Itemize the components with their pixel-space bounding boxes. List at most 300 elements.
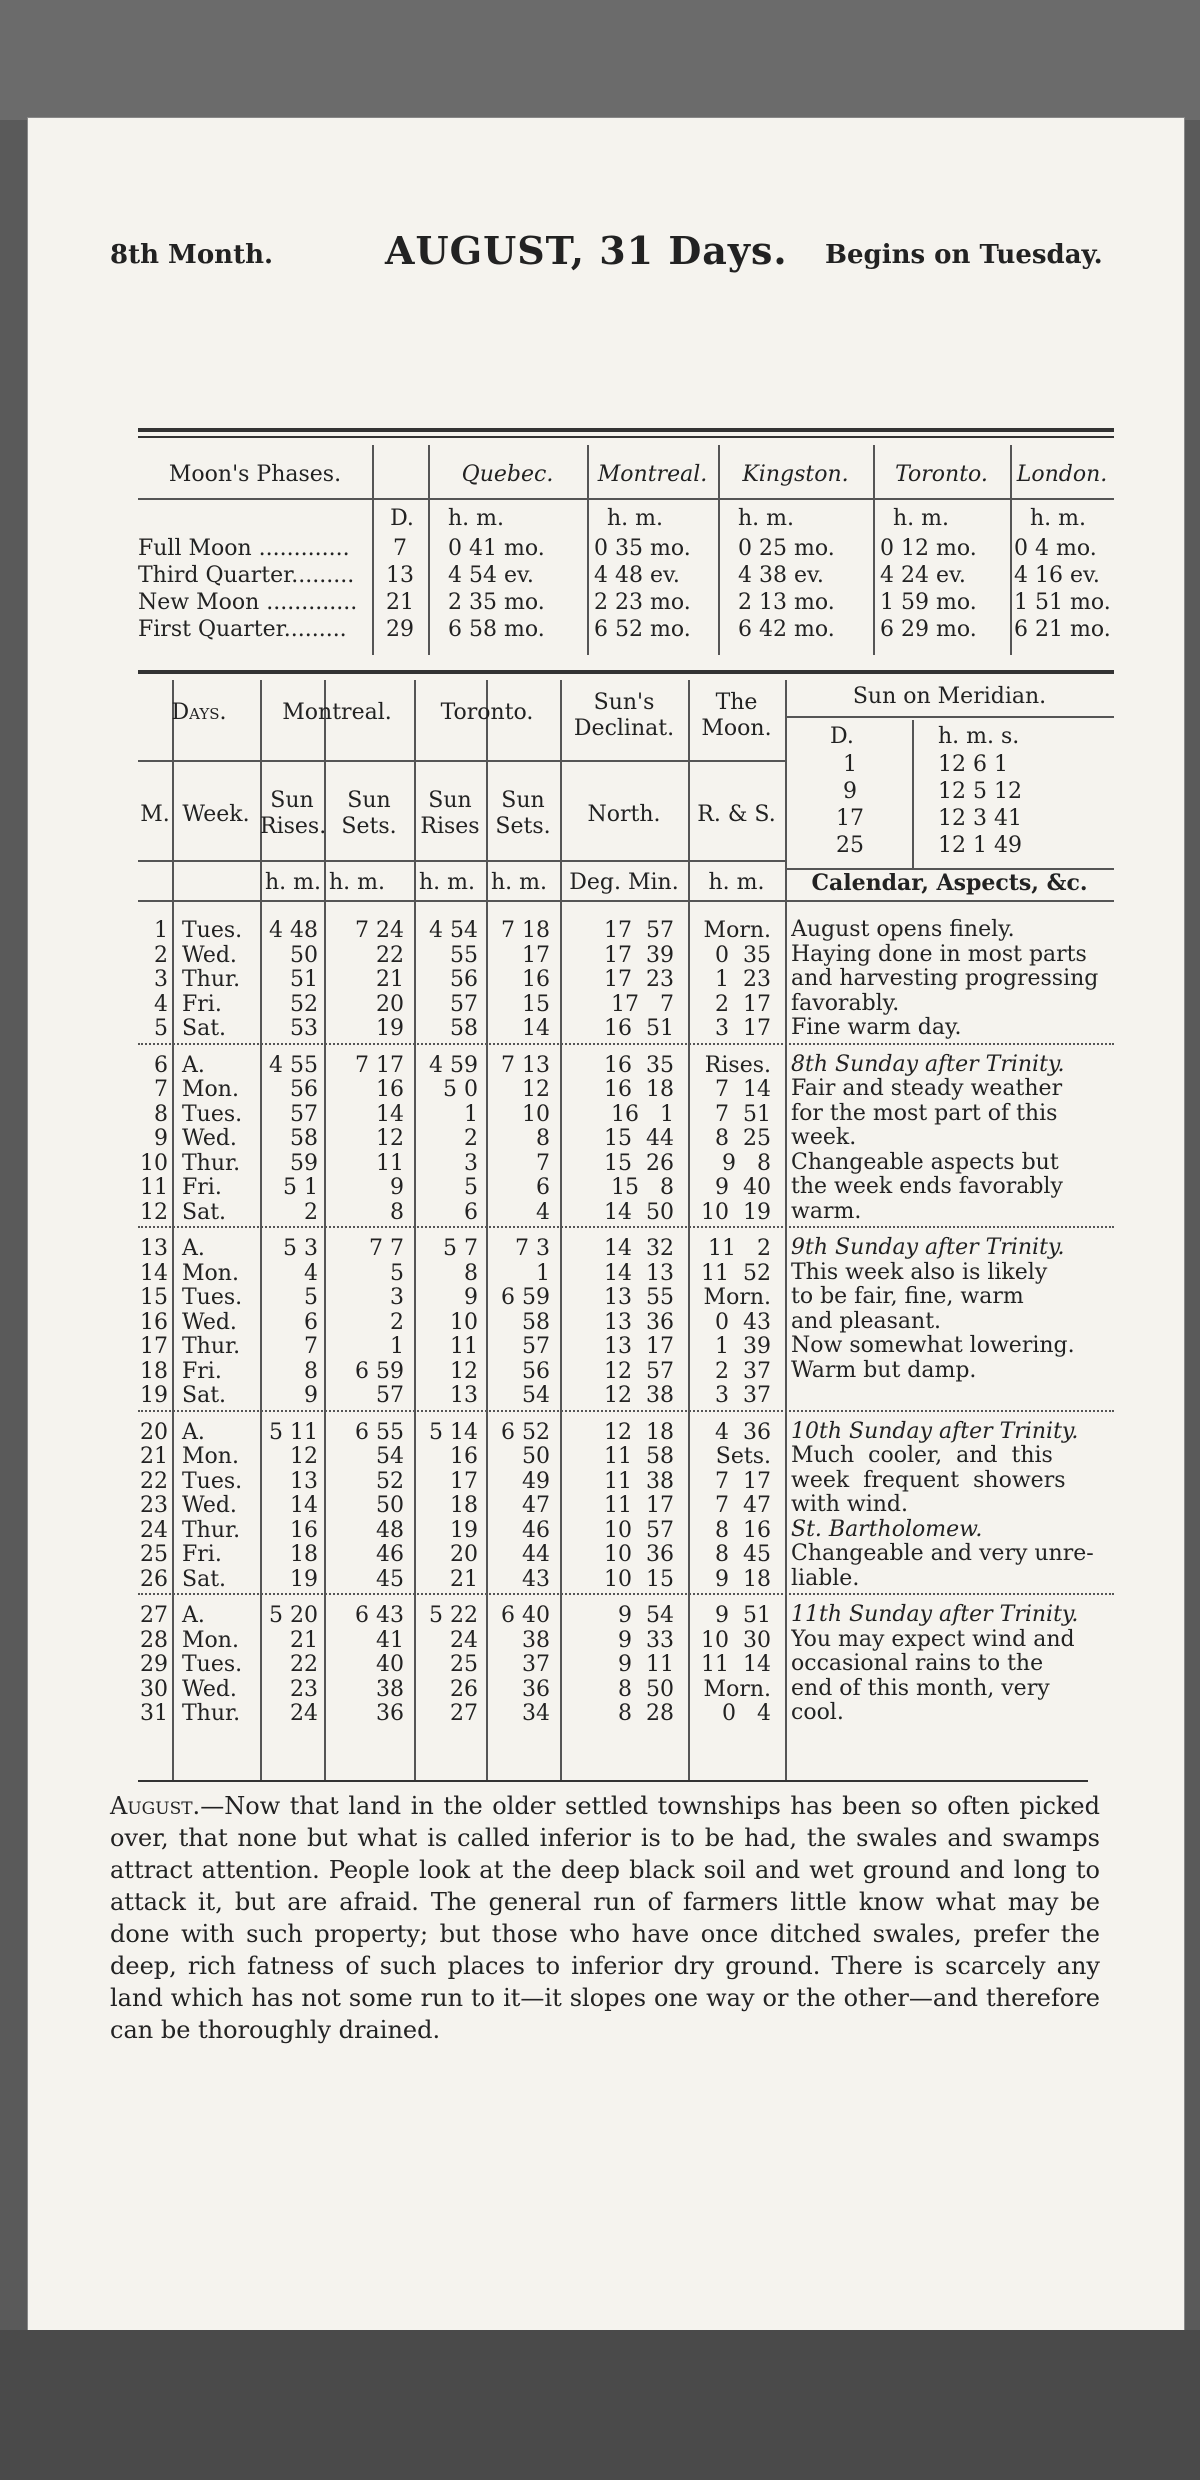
calendar-note: for the most part of this	[791, 1101, 1058, 1126]
montreal-set: 45	[376, 1566, 404, 1592]
moon-head-underline	[138, 498, 1114, 500]
montreal-set: 11	[376, 1150, 404, 1176]
toronto-rise: 12	[450, 1358, 478, 1384]
day-of-month: 5	[154, 1016, 168, 1041]
montreal-rise: 2	[304, 1199, 318, 1225]
header-rule	[138, 428, 1114, 432]
hm-label: h. m.	[448, 506, 505, 531]
phase-day: 13	[386, 563, 414, 588]
scan-background-bottom	[0, 2330, 1200, 2480]
montreal-set: 8	[390, 1199, 404, 1225]
kingston-time: 4 38 ev.	[738, 563, 824, 588]
montreal-rise: 21	[290, 1627, 318, 1653]
table-col-divider	[172, 680, 174, 1780]
montreal-set: 2	[390, 1309, 404, 1335]
day-of-week: Fri.	[182, 991, 222, 1017]
week-separator	[138, 1593, 1114, 1595]
montreal-set: 7 17	[355, 1052, 404, 1078]
montreal-rise: 24	[290, 1701, 318, 1726]
hm-unit: h. m.	[264, 870, 321, 895]
toronto-rise: 27	[450, 1701, 478, 1726]
london-time: 0 4 mo.	[1014, 536, 1097, 561]
declination: 12 57	[604, 1358, 674, 1384]
montreal-rise: 57	[290, 1101, 318, 1127]
sub-head-underline	[138, 860, 785, 862]
toronto-head: Toronto.	[440, 700, 534, 725]
montreal-set: 14	[376, 1101, 404, 1127]
phase-name: First Quarter.........	[138, 617, 347, 642]
montreal-set: 38	[376, 1676, 404, 1702]
day-of-month: 2	[154, 942, 168, 968]
kingston-time: 2 13 mo.	[738, 590, 835, 615]
day-of-month: 20	[140, 1419, 168, 1445]
day-of-month: 25	[140, 1542, 168, 1567]
montreal-set: 36	[376, 1701, 404, 1726]
toronto-rise: 19	[450, 1517, 478, 1543]
moon-time: 11 14	[701, 1652, 771, 1677]
calendar-note: Warm but damp.	[791, 1358, 977, 1383]
toronto-set: 7 18	[501, 918, 550, 943]
hm-label: h. m.	[893, 506, 950, 531]
moon-time: 0 35	[715, 942, 771, 968]
montreal-set: 57	[376, 1383, 404, 1408]
calendar-head: Calendar, Aspects, &c.	[811, 870, 1088, 896]
toronto-rise: 3	[464, 1150, 478, 1176]
moon-time: 9 40	[715, 1175, 771, 1200]
scan-background-top	[0, 0, 1200, 120]
day-of-week: Sat.	[182, 1199, 227, 1225]
month-label: 8th Month.	[110, 240, 274, 270]
montreal-rise: 22	[290, 1652, 318, 1677]
deg-unit: Deg. Min.	[569, 870, 679, 895]
montreal-set: 52	[376, 1468, 404, 1494]
montreal-set: 12	[376, 1126, 404, 1151]
meridian-day: 9	[843, 779, 857, 804]
montreal-set: 1	[390, 1334, 404, 1359]
day-of-month: 31	[140, 1701, 168, 1726]
north-head: North.	[587, 802, 661, 827]
moon-unit: h. m.	[708, 870, 765, 895]
declination: 16 1	[611, 1101, 674, 1127]
toronto-set: 57	[522, 1334, 550, 1359]
montreal-rise: 6	[304, 1309, 318, 1335]
montreal-rise: 5 20	[269, 1603, 318, 1628]
tor-sets-head: Sun Sets.	[495, 788, 551, 839]
toronto-set: 37	[522, 1652, 550, 1677]
table-bottom-rule	[138, 1780, 1088, 1782]
moon-time: 1 39	[715, 1334, 771, 1359]
phase-name: New Moon .............	[138, 590, 358, 615]
moon-time: 9 18	[715, 1566, 771, 1592]
moon-time: 4 36	[715, 1419, 771, 1445]
montreal-rise: 56	[290, 1077, 318, 1102]
toronto-rise: 21	[450, 1566, 478, 1592]
day-of-week: Thur.	[182, 1701, 241, 1726]
declination: 15 44	[604, 1126, 674, 1151]
calendar-note: Haying done in most parts	[791, 942, 1087, 967]
toronto-set: 6	[536, 1175, 550, 1200]
day-of-week: Thur.	[182, 1517, 241, 1543]
montreal-rise: 14	[290, 1493, 318, 1518]
declination: 10 57	[604, 1517, 674, 1543]
declination: 16 35	[604, 1052, 674, 1078]
calendar-note: end of this month, very	[791, 1676, 1050, 1701]
day-of-month: 8	[154, 1101, 168, 1127]
hm-unit: h. m.	[490, 870, 547, 895]
toronto-set: 8	[536, 1126, 550, 1151]
day-of-month: 12	[140, 1199, 168, 1225]
declination: 13 55	[604, 1285, 674, 1310]
london-time: 6 21 mo.	[1014, 617, 1111, 642]
toronto-rise: 25	[450, 1652, 478, 1677]
montreal-set: 16	[376, 1077, 404, 1102]
moon-time: 8 25	[715, 1126, 771, 1151]
day-of-month: 19	[140, 1383, 168, 1408]
montreal-rise: 8	[304, 1358, 318, 1384]
moon-time: Morn.	[703, 1285, 771, 1310]
day-of-week: Sat.	[182, 1566, 227, 1592]
moon-time: 10 19	[701, 1199, 771, 1225]
day-of-week: Fri.	[182, 1542, 222, 1567]
day-of-week: Thur.	[182, 1334, 241, 1359]
hm-unit: h. m.	[328, 870, 385, 895]
montreal-rise: 23	[290, 1676, 318, 1702]
phase-name: Third Quarter.........	[138, 563, 355, 588]
montreal-set: 21	[376, 967, 404, 992]
paragraph-text: —Now that land in the older settled townships has been so often picked over, that none but what is called inferior is to be had, the swales and swamps attract attention. People look at the deep black soil and wet ground and long to attack it, but are afraid. The general run of farmers little know what may be done with such property; but those who have once ditched swales, prefer the deep, rich fatness of such places to inferior dry ground. There is scarcely any land which has not some run to it—it slopes one way or the other—and therefore can be thoroughly drained.	[110, 1792, 1100, 2044]
declination: 10 36	[604, 1542, 674, 1567]
london-head: London.	[1016, 462, 1108, 487]
quebec-head: Quebec.	[461, 462, 554, 487]
toronto-time: 0 12 mo.	[880, 536, 977, 561]
hm-label: h. m.	[738, 506, 795, 531]
day-of-month: 23	[140, 1493, 168, 1518]
moon-time: 1 23	[715, 967, 771, 992]
calendar-note: and pleasant.	[791, 1309, 942, 1334]
moon-time: 11 52	[701, 1260, 771, 1286]
hm-label: h. m.	[607, 506, 664, 531]
toronto-rise: 8	[464, 1260, 478, 1286]
day-of-week: Tues.	[182, 1468, 243, 1494]
calendar-note: Fair and steady weather	[791, 1077, 1063, 1101]
calendar-note: Fine warm day.	[791, 1016, 962, 1040]
montreal-head: Montreal.	[282, 700, 392, 725]
moon-time: 0 4	[722, 1701, 771, 1726]
montreal-rise: 58	[290, 1126, 318, 1151]
montreal-rise: 5 11	[269, 1419, 318, 1445]
calendar-note: Now somewhat lowering.	[791, 1334, 1075, 1358]
toronto-rise: 2	[464, 1126, 478, 1151]
day-of-week: Mon.	[182, 1444, 239, 1469]
toronto-set: 47	[522, 1493, 550, 1518]
day-of-month: 16	[140, 1309, 168, 1335]
toronto-rise: 5	[464, 1175, 478, 1200]
calendar-note: Much cooler, and this	[791, 1444, 1053, 1468]
toronto-set: 6 40	[501, 1603, 550, 1628]
toronto-set: 6 52	[501, 1419, 550, 1445]
page-title: AUGUST, 31 Days.	[385, 228, 788, 273]
calendar-note: August opens finely.	[791, 918, 1015, 942]
montreal-set: 40	[376, 1652, 404, 1677]
montreal-time: 4 48 ev.	[594, 563, 680, 588]
moon-time: Morn.	[703, 918, 771, 943]
week-separator	[138, 1043, 1114, 1045]
calendar-note: 11th Sunday after Trinity.	[791, 1603, 1079, 1627]
declination: 9 11	[618, 1652, 674, 1677]
moon-time: 7 14	[715, 1077, 771, 1102]
declin-head: Sun's Declinat.	[573, 690, 675, 741]
calendar-note: week.	[791, 1126, 857, 1150]
toronto-set: 7 13	[501, 1052, 550, 1078]
moon-phases-head: Moon's Phases.	[168, 462, 342, 487]
montreal-rise: 13	[290, 1468, 318, 1494]
declination: 11 17	[604, 1493, 674, 1518]
montreal-set: 50	[376, 1493, 404, 1518]
day-of-week: Sat.	[182, 1016, 227, 1041]
day-of-week: Wed.	[182, 1676, 237, 1702]
begins-label: Begins on Tuesday.	[825, 240, 1103, 270]
moon-time: 7 17	[715, 1468, 771, 1494]
calendar-note: the week ends favorably	[791, 1175, 1063, 1199]
calendar-note: 8th Sunday after Trinity.	[791, 1052, 1065, 1077]
toronto-set: 50	[522, 1444, 550, 1469]
moon-col-divider	[873, 445, 875, 655]
montreal-rise: 12	[290, 1444, 318, 1469]
rs-head: R. & S.	[697, 802, 776, 827]
declination: 13 17	[604, 1334, 674, 1359]
toronto-rise: 57	[450, 991, 478, 1017]
montreal-rise: 4 55	[269, 1052, 318, 1078]
declination: 14 50	[604, 1199, 674, 1225]
calendar-note: liable.	[791, 1566, 860, 1591]
toronto-rise: 58	[450, 1016, 478, 1041]
day-of-week: Fri.	[182, 1175, 222, 1200]
toronto-time: 4 24 ev.	[880, 563, 966, 588]
hm-label: h. m.	[1030, 506, 1087, 531]
toronto-set: 4	[536, 1199, 550, 1225]
day-of-week: A.	[182, 1236, 205, 1261]
meridian-hms-head: h. m. s.	[938, 724, 1020, 749]
declination: 10 15	[604, 1566, 674, 1592]
day-of-month: 6	[154, 1052, 168, 1078]
day-of-month: 1	[154, 918, 168, 943]
moon-time: Rises.	[704, 1052, 771, 1078]
toronto-rise: 5 14	[429, 1419, 478, 1445]
declination: 9 33	[618, 1627, 674, 1653]
toronto-set: 1	[536, 1260, 550, 1286]
day-of-week: Tues.	[182, 1285, 243, 1310]
montreal-rise: 4	[304, 1260, 318, 1286]
meridian-underline	[785, 716, 1114, 718]
day-of-month: 7	[154, 1077, 168, 1102]
day-of-week: Mon.	[182, 1077, 239, 1102]
toronto-rise: 13	[450, 1383, 478, 1408]
toronto-set: 7	[536, 1150, 550, 1176]
moon-col-divider	[718, 445, 720, 655]
moon-time: 7 51	[715, 1101, 771, 1127]
montreal-set: 3	[390, 1285, 404, 1310]
calendar-note: This week also is likely	[791, 1260, 1048, 1285]
paragraph-lead: August.	[110, 1792, 201, 1820]
day-of-month: 13	[140, 1236, 168, 1261]
montreal-set: 7 24	[355, 918, 404, 943]
declination: 15 8	[611, 1175, 674, 1200]
day-of-month: 26	[140, 1566, 168, 1592]
day-of-week: A.	[182, 1419, 205, 1445]
day-of-week: Mon.	[182, 1260, 239, 1286]
calendar-note: Changeable and very unre-	[791, 1542, 1094, 1566]
montreal-rise: 52	[290, 991, 318, 1017]
group-head-underline	[138, 760, 785, 762]
moon-time: 8 16	[715, 1517, 771, 1543]
toronto-set: 46	[522, 1517, 550, 1543]
declination: 8 28	[618, 1701, 674, 1726]
montreal-set: 7 7	[369, 1236, 404, 1261]
montreal-rise: 59	[290, 1150, 318, 1176]
declination: 14 13	[604, 1260, 674, 1286]
montreal-rise: 50	[290, 942, 318, 968]
toronto-rise: 5 7	[443, 1236, 478, 1261]
montreal-rise: 4 48	[269, 918, 318, 943]
toronto-set: 34	[522, 1701, 550, 1726]
toronto-rise: 26	[450, 1676, 478, 1702]
m-head: M.	[140, 802, 170, 827]
kingston-time: 6 42 mo.	[738, 617, 835, 642]
day-of-week: A.	[182, 1603, 205, 1628]
phase-day: 21	[386, 590, 414, 615]
toronto-set: 58	[522, 1309, 550, 1335]
day-of-month: 10	[140, 1150, 168, 1176]
toronto-time: 1 59 mo.	[880, 590, 977, 615]
meridian-time: 12 6 1	[938, 752, 1008, 777]
meridian-time: 12 3 41	[938, 806, 1022, 831]
toronto-rise: 56	[450, 967, 478, 992]
montreal-rise: 16	[290, 1517, 318, 1543]
declination: 9 54	[618, 1603, 674, 1628]
toronto-set: 49	[522, 1468, 550, 1494]
day-of-week: Tues.	[182, 918, 243, 943]
declination: 17 39	[604, 942, 674, 968]
meridian-time: 12 1 49	[938, 833, 1022, 858]
moon-head: The Moon.	[701, 690, 772, 741]
day-of-week: Tues.	[182, 1101, 243, 1127]
moon-time: 10 30	[701, 1627, 771, 1653]
day-of-month: 30	[140, 1676, 168, 1702]
declination: 11 38	[604, 1468, 674, 1494]
declination: 12 38	[604, 1383, 674, 1408]
toronto-rise: 5 22	[429, 1603, 478, 1628]
day-of-week: Sat.	[182, 1383, 227, 1408]
meridian-divider	[912, 720, 914, 868]
kingston-time: 0 25 mo.	[738, 536, 835, 561]
montreal-time: 6 52 mo.	[594, 617, 691, 642]
montreal-rise: 51	[290, 967, 318, 992]
calendar-note: cool.	[791, 1701, 844, 1725]
moon-time: 11 2	[708, 1236, 771, 1261]
tor-rises-head: Sun Rises	[420, 788, 480, 839]
day-of-month: 29	[140, 1652, 168, 1677]
montreal-rise: 53	[290, 1016, 318, 1041]
day-of-week: A.	[182, 1052, 205, 1078]
phase-name: Full Moon .............	[138, 536, 350, 561]
sun-rises-head: Sun Rises.	[260, 788, 327, 839]
moon-time: Sets.	[715, 1444, 771, 1469]
day-of-week: Fri.	[182, 1358, 222, 1384]
toronto-rise: 11	[450, 1334, 478, 1359]
declination: 17 23	[604, 967, 674, 992]
calendar-note: Changeable aspects but	[791, 1150, 1059, 1175]
toronto-rise: 24	[450, 1627, 478, 1653]
declination: 15 26	[604, 1150, 674, 1176]
montreal-rise: 7	[304, 1334, 318, 1359]
toronto-rise: 5 0	[443, 1077, 478, 1102]
montreal-set: 41	[376, 1627, 404, 1653]
toronto-set: 15	[522, 991, 550, 1017]
montreal-set: 19	[376, 1016, 404, 1041]
montreal-rise: 5 1	[283, 1175, 318, 1200]
toronto-head: Toronto.	[895, 462, 988, 487]
day-of-week: Wed.	[182, 942, 237, 968]
day-of-month: 28	[140, 1627, 168, 1653]
day-of-week: Wed.	[182, 1126, 237, 1151]
day-of-month: 9	[154, 1126, 168, 1151]
phase-day: 29	[386, 617, 414, 642]
day-of-week: Wed.	[182, 1493, 237, 1518]
montreal-rise: 5	[304, 1285, 318, 1310]
moon-time: 2 17	[715, 991, 771, 1017]
declination: 14 32	[604, 1236, 674, 1261]
header-rule-thin	[138, 436, 1114, 438]
toronto-rise: 20	[450, 1542, 478, 1567]
day-of-month: 14	[140, 1260, 168, 1286]
week-head: Week.	[182, 802, 250, 827]
montreal-set: 54	[376, 1444, 404, 1469]
day-of-week: Thur.	[182, 967, 241, 992]
moon-time: 9 8	[722, 1150, 771, 1176]
declination: 17 57	[604, 918, 674, 943]
day-of-month: 22	[140, 1468, 168, 1494]
calendar-note: to be fair, fine, warm	[791, 1285, 1024, 1309]
toronto-set: 6 59	[501, 1285, 550, 1310]
moon-time: 2 37	[715, 1358, 771, 1384]
meridian-day: 25	[836, 833, 864, 858]
moon-time: 3 17	[715, 1016, 771, 1041]
declination: 13 36	[604, 1309, 674, 1335]
moon-time: 8 45	[715, 1542, 771, 1567]
toronto-rise: 18	[450, 1493, 478, 1518]
day-of-month: 3	[154, 967, 168, 992]
toronto-rise: 16	[450, 1444, 478, 1469]
london-time: 1 51 mo.	[1014, 590, 1111, 615]
london-time: 4 16 ev.	[1014, 563, 1100, 588]
meridian-day: 1	[843, 752, 857, 777]
toronto-time: 6 29 mo.	[880, 617, 977, 642]
montreal-set: 48	[376, 1517, 404, 1543]
toronto-set: 38	[522, 1627, 550, 1653]
meridian-head: Sun on Meridian.	[852, 684, 1047, 709]
montreal-set: 46	[376, 1542, 404, 1567]
montreal-set: 22	[376, 942, 404, 968]
montreal-rise: 9	[304, 1383, 318, 1408]
calendar-note: and harvesting progressing	[791, 967, 1099, 991]
quebec-time: 4 54 ev.	[448, 563, 534, 588]
toronto-set: 43	[522, 1566, 550, 1592]
calendar-note: favorably.	[791, 991, 900, 1016]
meridian-day: 17	[836, 806, 864, 831]
toronto-set: 14	[522, 1016, 550, 1041]
calendar-note: St. Bartholomew.	[791, 1517, 983, 1542]
day-of-month: 24	[140, 1517, 168, 1543]
